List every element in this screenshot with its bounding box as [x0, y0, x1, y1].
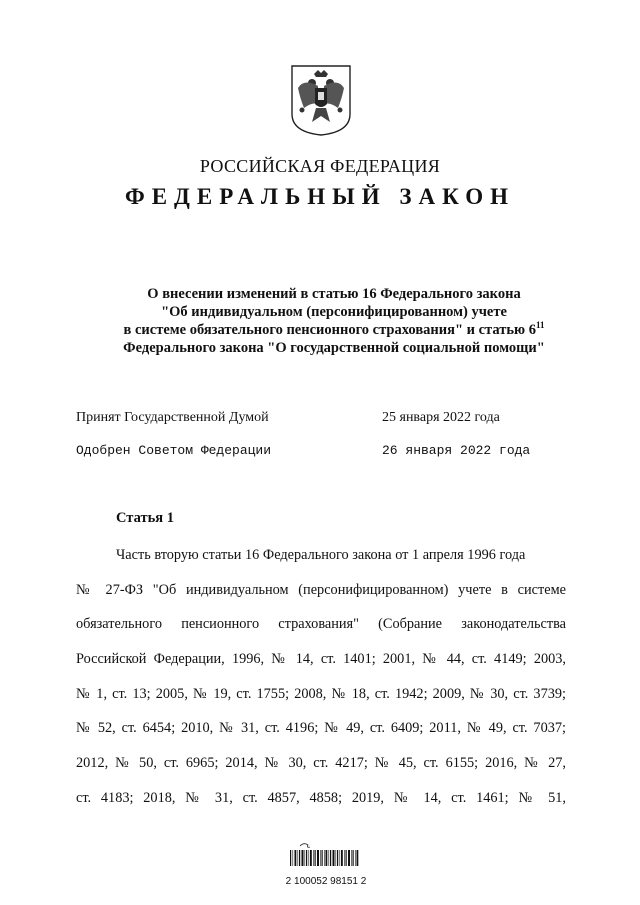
law-title-line: Федерального закона "О государственной социальной помощи": [123, 340, 545, 356]
law-title-line: О внесении изменений в статью 16 Федерального закона: [147, 286, 521, 302]
body-line: обязательного пенсионного страхования" (Собрание законодательства: [76, 616, 566, 633]
coat-of-arms-emblem: [288, 64, 354, 136]
council-approval-label: Одобрен Советом Федерации: [76, 443, 272, 458]
country-name: РОССИЙСКАЯ ФЕДЕРАЦИЯ: [199, 156, 441, 176]
body-line: ст. 4183; 2018, № 31, ст. 4857, 4858; 2019, № 14, ст. 1461; № 51,: [76, 789, 566, 806]
body-line: № 27-ФЗ "Об индивидуальном (персонифицированном) учете в системе: [76, 581, 566, 598]
body-line: Российской Федерации, 1996, № 14, ст. 1401; 2001, № 44, ст. 4149; 2003,: [76, 651, 566, 668]
council-approval-date: 26 января 2022 года: [382, 443, 531, 458]
barcode-number: 2 100052 98151 2: [285, 876, 367, 887]
document-type: ФЕДЕРАЛЬНЫЙ ЗАКОН: [124, 184, 516, 209]
law-title-line-text: в системе обязательного пенсионного страхования" и статью 6: [123, 322, 536, 338]
law-title-line: [60, 321, 608, 339]
body-line: № 1, ст. 13; 2005, № 19, ст. 1755; 2008, № 18, ст. 1942; 2009, № 30, ст. 3739;: [76, 685, 566, 702]
duma-adoption-date: 25 января 2022 года: [382, 410, 500, 425]
body-line: Часть вторую статьи 16 Федерального закона от 1 апреля 1996 года: [116, 547, 526, 563]
duma-adoption-label: Принят Государственной Думой: [76, 410, 269, 425]
barcode: [286, 842, 362, 866]
article-superscript: 11: [535, 320, 545, 331]
body-line: № 52, ст. 6454; 2010, № 31, ст. 4196; № 49, ст. 6409; 2011, № 49, ст. 7037;: [76, 720, 566, 737]
article-body: [76, 538, 566, 816]
law-title: [60, 285, 608, 357]
article-heading: Статья 1: [116, 510, 174, 526]
law-title-line: "Об индивидуальном (персонифицированном) учете: [161, 304, 507, 320]
body-line: 2012, № 50, ст. 6965; 2014, № 30, ст. 4217; № 45, ст. 6155; 2016, № 27,: [76, 755, 566, 772]
